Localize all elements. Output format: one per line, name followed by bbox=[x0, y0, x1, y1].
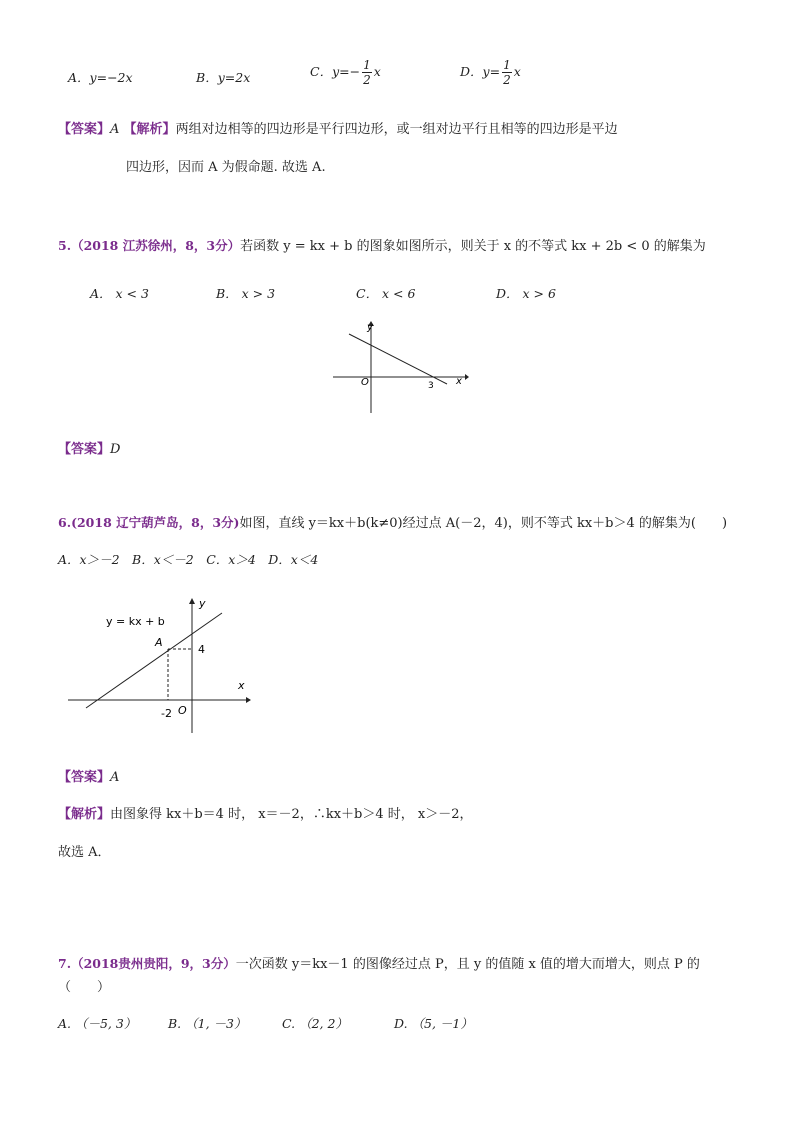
fraction: $\frac{1}{2}$ bbox=[503, 58, 511, 87]
question-number: 6. bbox=[58, 515, 72, 530]
x-axis-arrow bbox=[465, 374, 469, 380]
analysis-tag: 【解析】 bbox=[58, 807, 111, 822]
q6-analysis-line2: 故选 A． bbox=[58, 845, 111, 860]
answer-tag: 【答案】 bbox=[58, 442, 111, 457]
question-text: 一次函数 y＝kx－1 的图像经过点 P，且 y 的值随 x 值的增大而增大，则点 P 的 bbox=[235, 957, 700, 972]
x-tick-label: -2 bbox=[161, 707, 172, 720]
origin-label: O bbox=[361, 377, 369, 388]
q7-option-d: D. （5, －1） bbox=[394, 1016, 473, 1031]
y-axis-label: y bbox=[199, 597, 206, 610]
question-text: 若函数 y = kx + b 的图象如图所示，则关于 x 的不等式 kx + 2b < 0 的解集为 bbox=[240, 239, 706, 254]
q6-options: A．x＞－2 B．x＜－2 C．x＞4 D．x＜4 bbox=[58, 552, 319, 567]
y-axis-label: y bbox=[367, 322, 373, 333]
point-a-label: A bbox=[155, 636, 163, 649]
intercept-label: 3 bbox=[428, 381, 434, 391]
fraction: $\frac{1}{2}$ bbox=[363, 58, 371, 87]
q5-answer-line bbox=[58, 438, 120, 457]
question-source: （2018 江苏徐州，8，3分） bbox=[71, 238, 241, 253]
answer-tag: 【答案】 bbox=[58, 770, 111, 785]
question-text: 如图，直线 y＝kx＋b(k≠0)经过点 A(－2，4)，则不等式 kx＋b＞4 的解集为( ) bbox=[239, 516, 728, 531]
x-axis-arrow bbox=[246, 697, 251, 703]
analysis-text: 两组对边相等的四边形是平行四边形，或一组对边平行且相等的四边形是平边 bbox=[175, 122, 618, 137]
question-source: （2018贵州贵阳，9，3分） bbox=[71, 956, 236, 971]
q6-graph bbox=[62, 593, 257, 738]
x-axis-label: x bbox=[238, 679, 245, 692]
analysis-text: 由图象得 kx＋b＝4 时， x＝－2，∴kx＋b＞4 时， x＞－2， bbox=[110, 807, 473, 822]
answer-tag: 【答案】 bbox=[58, 122, 111, 137]
q7-option-a: A. （－5, 3） bbox=[58, 1016, 137, 1031]
q4-analysis-line2: 四边形，因而 A 为假命题. 故选 A. bbox=[126, 160, 326, 175]
line-equation-label: y = kx + b bbox=[106, 615, 165, 628]
q6-analysis-line1 bbox=[58, 803, 473, 822]
q4-option-b: B．y=2x bbox=[196, 70, 251, 85]
q4-option-a: A．y=−2x bbox=[68, 70, 133, 85]
q5-option-a: A． x < 3 bbox=[90, 286, 149, 301]
q7-option-b: B. （1, －3） bbox=[168, 1016, 247, 1031]
answer-value: A bbox=[110, 122, 120, 137]
q5-graph bbox=[325, 318, 470, 418]
y-tick-label: 4 bbox=[198, 643, 205, 656]
q5-option-d: D． x > 6 bbox=[496, 286, 556, 301]
q7-stem bbox=[58, 953, 700, 972]
answer-value: D bbox=[110, 442, 121, 457]
question-number: 7. bbox=[58, 956, 72, 971]
analysis-tag: 【解析】 bbox=[123, 122, 176, 137]
answer-value: A bbox=[110, 770, 120, 785]
q5-option-c: C． x < 6 bbox=[356, 286, 416, 301]
q4-answer-line bbox=[58, 118, 618, 137]
y-axis-arrow bbox=[189, 598, 195, 604]
q6-answer-line bbox=[58, 766, 119, 785]
q4-option-c: C．y=− $\frac{1}{2}$ x bbox=[310, 58, 381, 87]
q7-blank: （ ） bbox=[58, 980, 111, 995]
q4-option-d: D．y= $\frac{1}{2}$ x bbox=[460, 58, 521, 87]
q7-option-c: C. （2, 2） bbox=[282, 1016, 348, 1031]
x-axis-label: x bbox=[456, 376, 462, 387]
q6-stem bbox=[58, 512, 727, 531]
origin-label: O bbox=[178, 704, 187, 717]
q5-stem bbox=[58, 235, 706, 254]
question-source: (2018 辽宁葫芦岛，8，3分) bbox=[71, 515, 240, 530]
question-number: 5. bbox=[58, 238, 72, 253]
q5-option-b: B． x > 3 bbox=[216, 286, 276, 301]
